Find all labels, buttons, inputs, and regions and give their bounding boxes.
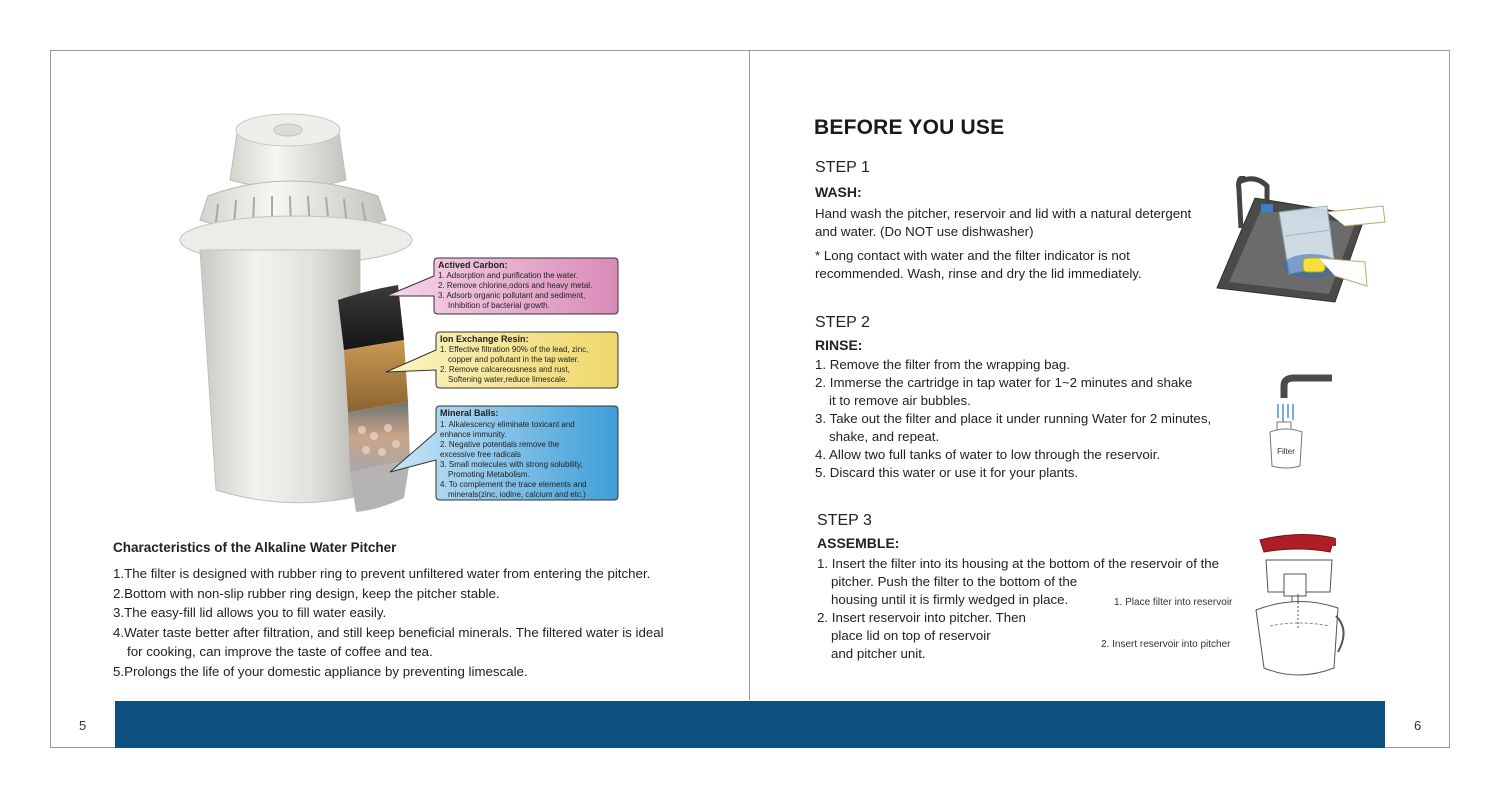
step1-label: STEP 1	[815, 159, 870, 176]
minerals-callout-line: 1. Alkalescency eliminate toxicant and	[440, 420, 575, 429]
characteristics-list	[113, 564, 713, 681]
carbon-callout-title: Actived Carbon:	[438, 260, 508, 270]
step2-line: 4. Allow two full tanks of water to low through the reservoir.	[815, 447, 1161, 462]
carbon-callout-line: 3. Adsorb organic pollutant and sediment,	[438, 291, 586, 300]
minerals-callout-line: 2. Negative potentials remove the	[440, 440, 560, 449]
step2-line: 3. Take out the filter and place it under running Water for 2 minutes,	[815, 411, 1212, 426]
carbon-callout-line: Inhibition of bacterial growth.	[448, 301, 550, 310]
resin-callout-line: 2. Remove calcareousness and rust,	[440, 365, 570, 374]
step1-subtitle: WASH:	[815, 184, 862, 200]
minerals-callout-title: Mineral Balls:	[440, 408, 499, 418]
step1-line: Hand wash the pitcher, reservoir and lid with a natural detergent	[815, 206, 1192, 221]
resin-callout-line: Softening water,reduce limescale.	[448, 375, 568, 384]
resin-callout-line: copper and pollutant in the tap water.	[448, 355, 580, 364]
assemble-caption-1: 1. Place filter into reservoir	[1114, 597, 1233, 608]
step2-line: 1. Remove the filter from the wrapping bag.	[815, 357, 1070, 372]
resin-layer	[344, 340, 408, 412]
step3-line-continued: housing until it is firmly wedged in place.	[831, 592, 1069, 607]
page-fold-line	[749, 50, 750, 700]
characteristic-item: 1.The filter is designed with rubber ring to prevent unfiltered water from entering the pitcher.	[113, 566, 651, 581]
step1-note-line: * Long contact with water and the filter indicator is not	[815, 248, 1130, 263]
minerals-callout-line: Promoting Metabolism.	[448, 470, 530, 479]
assemble-caption-2: 2. Insert reservoir into pitcher	[1101, 639, 1231, 650]
step3-subtitle: ASSEMBLE:	[817, 535, 900, 551]
filter-cartridge-illustration	[178, 100, 623, 530]
step3-line: 1. Insert the filter into its housing at the bottom of the reservoir of the	[817, 556, 1220, 571]
step3-label: STEP 3	[817, 512, 872, 529]
page-number-right: 6	[1414, 718, 1422, 733]
minerals-callout-line: minerals(zinc, iodine, calcium and etc.)	[448, 490, 586, 499]
step2-line-continued: shake, and repeat.	[829, 429, 940, 444]
step2-text	[815, 356, 1235, 482]
step2-label: STEP 2	[815, 314, 870, 331]
resin-callout-line: 1. Effective filtration 90% of the lead, zinc,	[440, 345, 589, 354]
page-number-left: 5	[79, 718, 87, 733]
minerals-callout-line: 3. Small molecules with strong solubility,	[440, 460, 583, 469]
minerals-callout-line: 4. To complement the trace elements and	[440, 480, 587, 489]
resin-callout-title: Ion Exchange Resin:	[440, 334, 529, 344]
step3-line: 2. Insert reservoir into pitcher. Then	[817, 610, 1026, 625]
step3-line-continued: pitcher. Push the filter to the bottom of the	[831, 574, 1078, 589]
footer-band	[115, 701, 1385, 748]
step2-line-continued: it to remove air bubbles.	[829, 393, 971, 408]
filter-label: Filter	[1277, 447, 1295, 456]
minerals-callout-line: enhance immunity.	[440, 430, 507, 439]
characteristic-item: 5.Prolongs the life of your domestic appliance by preventing limescale.	[113, 663, 528, 679]
step1-text	[815, 205, 1215, 283]
carbon-callout-line: 2. Remove chlorine,odors and heavy metal.	[438, 281, 593, 290]
step3-line-continued: place lid on top of reservoir	[831, 628, 991, 643]
characteristic-item-continued: for cooking, can improve the taste of coffee and tea.	[127, 644, 433, 659]
step2-line: 2. Immerse the cartridge in tap water for 1~2 minutes and shake	[815, 375, 1193, 390]
minerals-callout-line: excessive free radicals	[440, 450, 521, 459]
step1-note-line: recommended. Wash, rinse and dry the lid immediately.	[815, 266, 1142, 281]
characteristics-title: Characteristics of the Alkaline Water Pitcher	[113, 540, 397, 555]
step2-subtitle: RINSE:	[815, 337, 863, 353]
characteristic-item: 4.Water taste better after filtration, and still keep beneficial minerals. The filtered water is ideal	[113, 624, 664, 640]
characteristic-item: 3.The easy-fill lid allows you to fill water easily.	[113, 605, 387, 620]
carbon-callout-line: 1. Adsorption and purification the water.	[438, 271, 579, 280]
step2-line: 5. Discard this water or use it for your plants.	[815, 465, 1079, 480]
step3-line-continued: and pitcher unit.	[831, 646, 926, 661]
assemble-illustration	[1250, 530, 1350, 685]
rinse-illustration	[1266, 374, 1336, 470]
step1-line: and water. (Do NOT use dishwasher)	[815, 224, 1034, 239]
filter-body	[200, 250, 360, 503]
characteristic-item: 2.Bottom with non-slip rubber ring design, keep the pitcher stable.	[113, 585, 500, 601]
mineral-layer	[348, 402, 410, 472]
washing-illustration	[1215, 176, 1390, 304]
page-heading: BEFORE YOU USE	[814, 116, 1005, 139]
